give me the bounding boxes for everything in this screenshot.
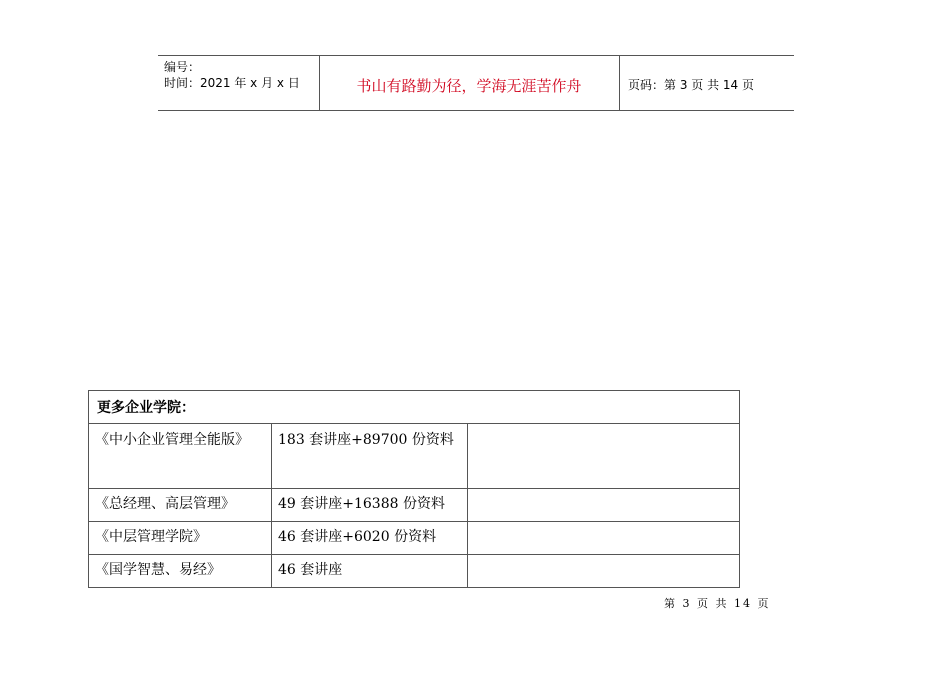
course-name-cell [89, 424, 272, 489]
course-name: 《中层管理学院》 [95, 529, 207, 545]
course-detail: 49 套讲座+16388 份资料 [278, 496, 445, 512]
page-header [158, 55, 794, 111]
page-footer-number: 第 3 页 共 14 页 [664, 597, 771, 610]
course-name: 《中小企业管理全能版》 [95, 432, 249, 448]
header-meta-cell [158, 56, 320, 110]
header-motto-cell [319, 56, 620, 110]
course-name-cell [89, 522, 272, 555]
header-page-info: 页码：第 3 页 共 14 页 [628, 78, 754, 92]
table-row [89, 522, 740, 555]
course-detail: 183 套讲座+89700 份资料 [278, 432, 454, 448]
enterprise-courses-table [88, 390, 740, 588]
course-extra-cell [468, 555, 740, 588]
table-row [89, 555, 740, 588]
course-detail: 46 套讲座 [278, 562, 343, 578]
course-detail: 46 套讲座+6020 份资料 [278, 529, 437, 545]
document-date-label: 时间：2021 年 x 月 x 日 [164, 76, 300, 90]
course-name-cell [89, 555, 272, 588]
table-row [89, 424, 740, 489]
course-extra-cell [468, 424, 740, 489]
table-title: 更多企业学院： [89, 391, 740, 424]
course-name: 《国学智慧、易经》 [95, 562, 221, 578]
course-name: 《总经理、高层管理》 [95, 496, 235, 512]
course-extra-cell [468, 489, 740, 522]
header-page-cell [620, 56, 794, 110]
course-name-cell [89, 489, 272, 522]
header-motto: 书山有路勤为径，学海无涯苦作舟 [356, 77, 582, 95]
course-detail-cell [272, 555, 468, 588]
course-extra-cell [468, 522, 740, 555]
course-detail-cell [272, 522, 468, 555]
table-row [89, 489, 740, 522]
course-detail-cell [272, 489, 468, 522]
course-detail-cell [272, 424, 468, 489]
document-code-label: 编号： [164, 60, 201, 74]
